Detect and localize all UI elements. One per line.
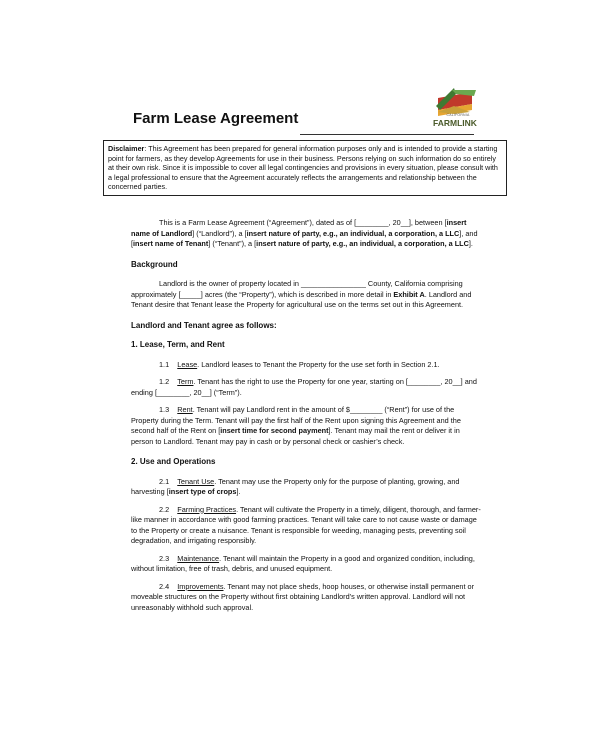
clause-number: 1.2 xyxy=(159,377,170,386)
background-paragraph xyxy=(131,279,481,311)
clause-1-2 xyxy=(131,377,481,398)
clause-title: Term xyxy=(177,377,194,386)
title-divider xyxy=(300,134,474,135)
clause-text: . Tenant will pay Landlord rent in the amount of $________ (“Rent”) for use of the Property during the Term. Tenant will pay the first half of the Rent upon signing this Agreement and the second half of the Rent on [ xyxy=(131,405,461,435)
intro-paragraph xyxy=(131,218,481,250)
intro-bold: insert nature of party, e.g., an individual, a corporation, a LLC xyxy=(256,239,469,248)
agreement-body xyxy=(131,218,481,613)
logo-name: FARMLINK xyxy=(433,118,477,128)
intro-text: ] (“Tenant”), a [ xyxy=(208,239,257,248)
clause-text: . Tenant has the right to use the Property for one year, starting on [________, 20__] and ending [________, 20__] (“Term”). xyxy=(131,377,477,397)
clause-text: ]. xyxy=(236,487,241,496)
disclaimer-box xyxy=(103,140,507,196)
clause-number: 2.4 xyxy=(159,581,170,591)
section-1-heading: 1. Lease, Term, and Rent xyxy=(131,340,225,349)
logo-small-text: CALIFORNIA xyxy=(446,113,470,117)
clause-title: Rent xyxy=(177,405,193,414)
clause-2-3 xyxy=(131,554,481,575)
background-heading: Background xyxy=(131,259,178,269)
clause-title: Farming Practices xyxy=(177,504,237,514)
clause-text: . Tenant may not place sheds, hoop houses, or otherwise install permanent or moveable structures on the Property without first obtaining Landlord’s written approval. Landlord will not unreasonably withhold such approval. xyxy=(131,581,475,612)
clause-title: Maintenance xyxy=(177,553,220,563)
clause-number: 2.1 xyxy=(159,476,170,486)
clause-2-1 xyxy=(131,477,481,498)
clause-1-3 xyxy=(131,405,481,447)
intro-bold: insert nature of party, e.g., an individual, a corporation, a LLC xyxy=(246,228,460,238)
disclaimer-label: Disclaimer xyxy=(108,144,145,153)
clause-1-1 xyxy=(131,360,481,371)
clause-number: 2.3 xyxy=(159,553,170,563)
intro-bold: insert name of Tenant xyxy=(133,239,209,248)
intro-text: This is a Farm Lease Agreement (“Agreement”), dated as of [________, 20__], between [ xyxy=(159,218,447,227)
intro-bold: insert name of Landlord xyxy=(131,218,467,238)
intro-text: ], and [ xyxy=(131,228,478,248)
clause-title: Lease xyxy=(177,359,198,369)
background-text: Landlord is the owner of property located in ________________ County, California comprising approximately [_____] acres (the “Property”), which is described in more detail in xyxy=(131,279,463,299)
clause-number: 2.2 xyxy=(159,504,170,514)
clause-title: Tenant Use xyxy=(177,476,215,486)
clause-text: . Tenant will cultivate the Property in a timely, diligent, thorough, and farmer-like manner in accordance with good farming practices. Tenant will take care to not cause waste or damage to the Property or create a nuisance. Tenant is responsible for weeding, managing pests, preventing soil degradation, and irrigating responsibly. xyxy=(131,504,481,545)
clause-2-4 xyxy=(131,582,481,614)
clause-title: Improvements xyxy=(177,581,224,591)
clause-text: . Tenant may use the Property only for the purpose of planting, growing, and harvesting [ xyxy=(131,476,460,496)
section-2-heading: 2. Use and Operations xyxy=(131,457,216,466)
background-text: . Landlord and Tenant desire that Tenant lease the Property for agricultural use on the terms set out in this Agreement. xyxy=(131,289,472,309)
intro-text: ] (“Landlord”), a [ xyxy=(192,228,247,238)
clause-bold: insert type of crops xyxy=(168,487,237,496)
page-title: Farm Lease Agreement xyxy=(133,110,299,127)
clause-number: 1.1 xyxy=(159,359,170,369)
background-bold: Exhibit A xyxy=(393,289,425,299)
disclaimer-text: : This Agreement has been prepared for general information purposes only and is intended to provide a starting point for farmers, as they develop Agreements for use in their business. Persons relying on such information do so entirely at their own risk. Since it is impossible to cover all legal contingencies and provisions in every situation, please consult with a legal professional to ensure that the Agreement accurately reflects the arrangements and relationship between the concerned parties. xyxy=(108,144,498,192)
clause-bold: insert time for second payment xyxy=(220,426,329,435)
clause-text: ]. Tenant may mail the rent or deliver it in person to Landlord. Tenant may pay in cash or by personal check or cashier’s check. xyxy=(131,426,460,446)
clause-text: . Landlord leases to Tenant the Property for the use set forth in Section 2.1. xyxy=(197,359,440,369)
agree-heading: Landlord and Tenant agree as follows: xyxy=(131,320,277,330)
clause-number: 1.3 xyxy=(159,405,170,414)
clause-2-2 xyxy=(131,505,481,547)
clause-text: . Tenant will maintain the Property in a good and organized condition, including, without limitation, free of trash, debris, and unused equipment. xyxy=(131,553,475,573)
intro-text: ]. xyxy=(468,239,473,248)
